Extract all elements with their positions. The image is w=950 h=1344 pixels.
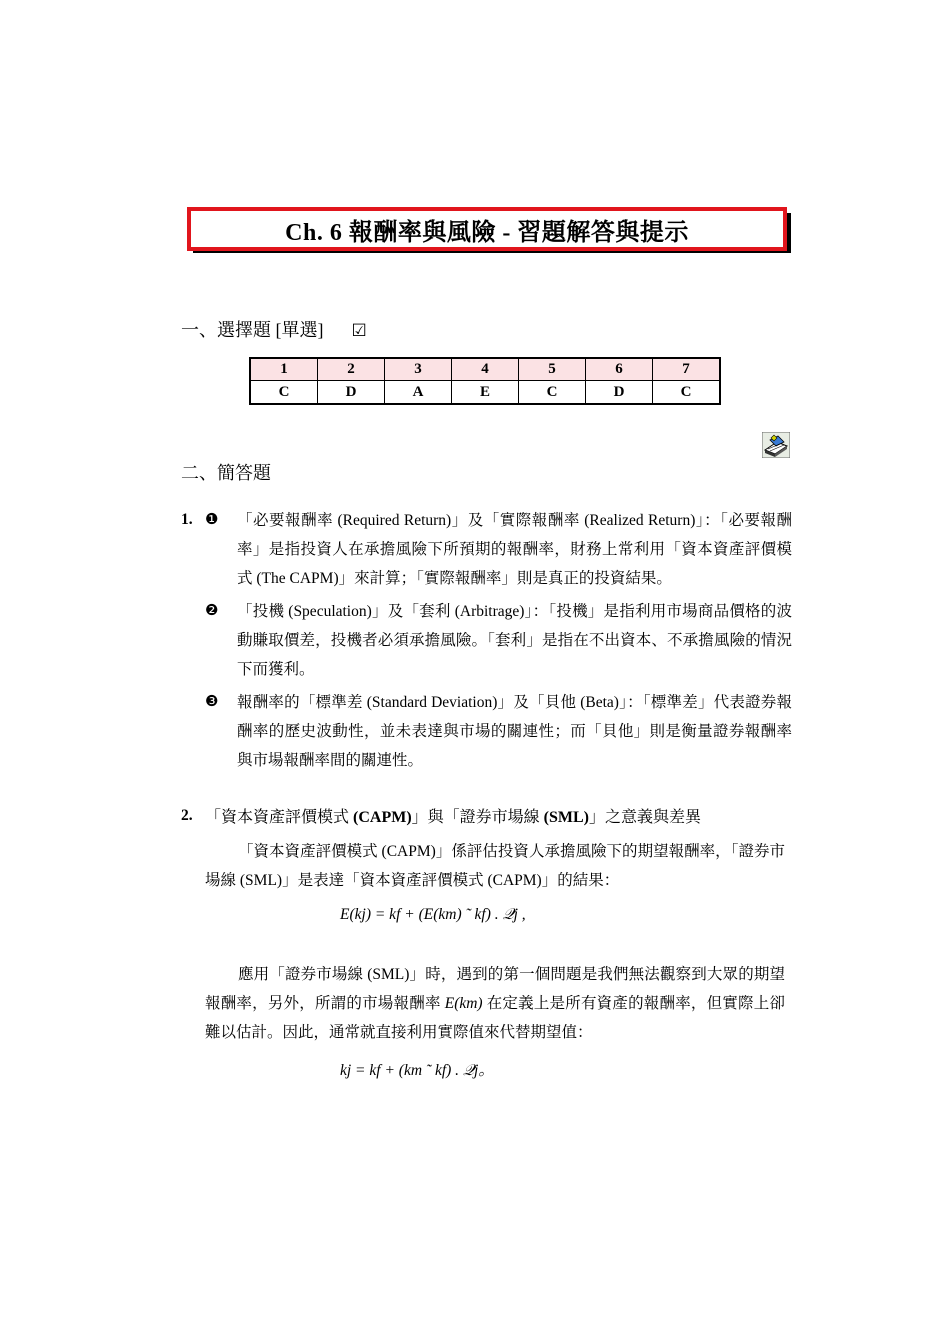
q1-item1-text: 「必要報酬率 (Required Return)」及「實際報酬率 (Realized Return)」：「必要報酬率」是指投資人在承擔風險下所預期的報酬率，財務上常利用「資本資產評價模式 (The CAPM)」來計算；「實際報酬率」則是真正的投資結果。: [237, 512, 792, 587]
answer-table-letter-row: [250, 381, 720, 405]
q1-item3-text: 報酬率的「標準差 (Standard Deviation)」及「貝他 (Beta)」：「標準差」代表證券報酬率的歷史波動性，並未表達與市場的關連性；而「貝他」則是衡量證券報酬率與市場報酬率間的關連性。: [237, 694, 792, 769]
checkbox-icon: ☑: [351, 321, 367, 340]
answer-letter: C: [250, 381, 318, 405]
answer-num: 2: [318, 358, 385, 381]
section1-heading-text: 一、選擇題 [單選]: [181, 320, 324, 340]
answer-letter: D: [318, 381, 385, 405]
q2-para2-math: E(km): [444, 995, 483, 1012]
q1-item2-text: 「投機 (Speculation)」及「套利 (Arbitrage)」：「投機」是指利用市場商品價格的波動賺取價差，投機者必須承擔風險。「套利」是指在不出資本、不承擔風險的情況下而獲利。: [237, 603, 792, 678]
q2-number: 2.: [181, 807, 193, 824]
answer-num: 5: [519, 358, 586, 381]
formula-capm: [340, 906, 526, 924]
answer-num: 4: [452, 358, 519, 381]
q2-title-part: 」與「證券市場線: [411, 809, 544, 826]
q2-title-part: 「資本資產評價模式: [205, 809, 354, 826]
answer-num: 7: [653, 358, 721, 381]
answer-letter: A: [385, 381, 452, 405]
q1-item3-marker: ❸: [205, 694, 219, 710]
section2-heading: 二、簡答題: [181, 463, 271, 483]
q2-title: [205, 804, 701, 827]
q2-para2-b: 在定義上是所有資產的報酬率，但實際上卻難以估計。因此，通常就直接利用實際值來代替期望值：: [205, 995, 785, 1041]
q2-para2: [205, 960, 785, 1047]
q2-para2-a: 應用「證券市場線 (SML)」時，遇到的第一個問題是我們無法觀察到大眾的期望報酬率，另外，所謂的市場報酬率: [205, 966, 785, 1012]
formula-sml: [340, 1058, 494, 1080]
q1-item2-marker: ❷: [205, 603, 219, 619]
q2-title-part: (CAPM): [353, 809, 412, 826]
book-icon: [762, 432, 790, 458]
formula-capm-text: E(kj) = kf + (E(km) ˜ kf) . 𝒬j ,: [340, 906, 526, 923]
answer-letter: C: [653, 381, 721, 405]
q2-title-part: 」之意義與差異: [589, 809, 702, 826]
answer-table-header-row: [250, 358, 720, 381]
answer-num: 6: [586, 358, 653, 381]
q1-item1-marker: ❶: [205, 512, 219, 528]
q2-title-part: (SML): [543, 809, 589, 826]
answer-letter: C: [519, 381, 586, 405]
q1-number: 1.: [181, 511, 193, 528]
answer-table: [249, 357, 721, 405]
answer-num: 3: [385, 358, 452, 381]
answer-letter: D: [586, 381, 653, 405]
formula-sml-text: kj = kf + (km ˜ kf) . 𝒬j。: [340, 1062, 494, 1079]
answer-letter: E: [452, 381, 519, 405]
q2-para1: 「資本資產評價模式 (CAPM)」係評估投資人承擔風險下的期望報酬率，「證券市場線 (SML)」是表達「資本資產評價模式 (CAPM)」的結果：: [205, 843, 785, 889]
page-title: Ch. 6 報酬率與風險 - 習題解答與提示: [187, 207, 787, 251]
section1-heading: [181, 316, 367, 342]
answer-num: 1: [250, 358, 318, 381]
